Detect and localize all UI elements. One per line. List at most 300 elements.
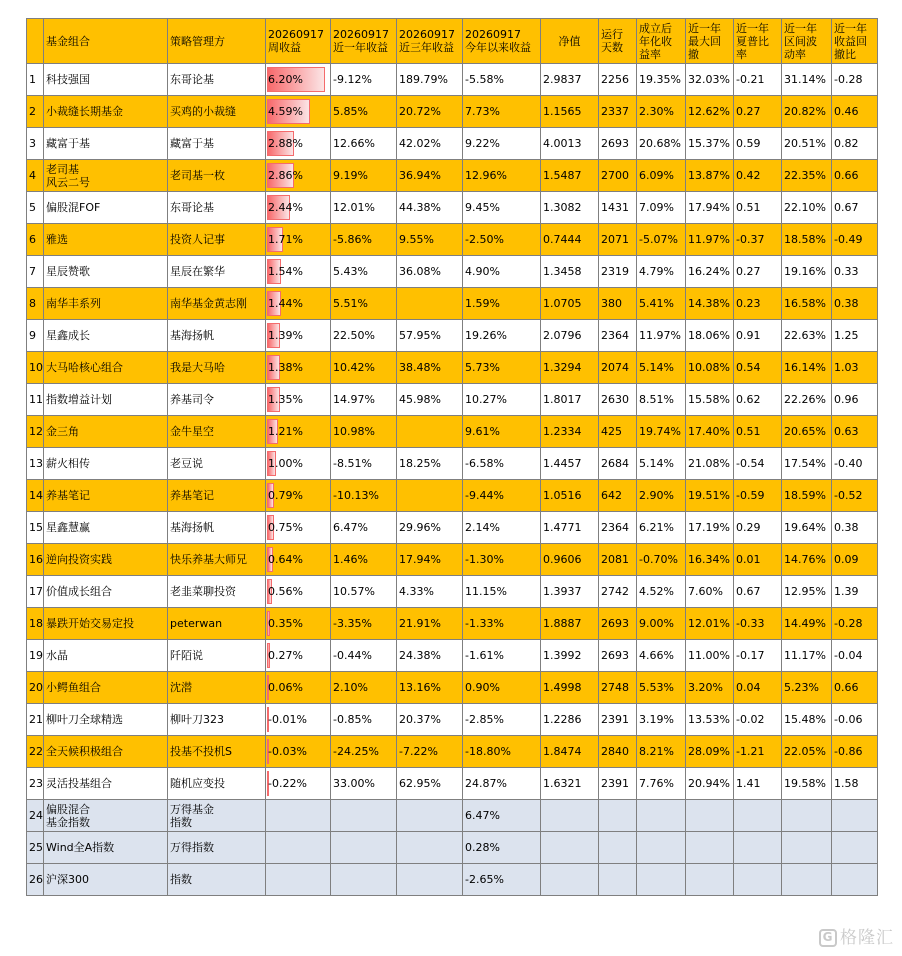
week-return-value: 0.06% bbox=[268, 681, 303, 694]
calmar-ratio: 0.67 bbox=[832, 192, 878, 224]
max-drawdown: 12.01% bbox=[686, 608, 734, 640]
header-max-drawdown: 近一年 最大回 撤 bbox=[686, 19, 734, 64]
return-1y: 33.00% bbox=[331, 768, 397, 800]
return-1y: -24.25% bbox=[331, 736, 397, 768]
return-1y: -0.44% bbox=[331, 640, 397, 672]
max-drawdown bbox=[686, 864, 734, 896]
sharpe-ratio: 0.67 bbox=[734, 576, 782, 608]
run-days: 2364 bbox=[599, 320, 637, 352]
week-return-value: 1.00% bbox=[268, 457, 303, 470]
volatility: 20.82% bbox=[782, 96, 832, 128]
calmar-ratio: 0.33 bbox=[832, 256, 878, 288]
fund-name: 藏富于基 bbox=[44, 128, 168, 160]
manager: 老豆说 bbox=[168, 448, 266, 480]
run-days: 2840 bbox=[599, 736, 637, 768]
sharpe-ratio: -0.33 bbox=[734, 608, 782, 640]
volatility: 20.51% bbox=[782, 128, 832, 160]
annualized-return: 5.53% bbox=[637, 672, 686, 704]
return-3y bbox=[397, 480, 463, 512]
week-return bbox=[266, 704, 331, 736]
table-row bbox=[27, 288, 878, 320]
row-index: 25 bbox=[27, 832, 44, 864]
sharpe-ratio: 0.62 bbox=[734, 384, 782, 416]
annualized-return bbox=[637, 800, 686, 832]
return-1y: 10.98% bbox=[331, 416, 397, 448]
week-return bbox=[266, 608, 331, 640]
manager: 柳叶刀323 bbox=[168, 704, 266, 736]
return-3y: 29.96% bbox=[397, 512, 463, 544]
calmar-ratio: 0.38 bbox=[832, 512, 878, 544]
nav bbox=[541, 832, 599, 864]
week-return-value: 1.39% bbox=[268, 329, 303, 342]
return-1y: 2.10% bbox=[331, 672, 397, 704]
run-days: 2364 bbox=[599, 512, 637, 544]
nav: 0.7444 bbox=[541, 224, 599, 256]
return-3y: 38.48% bbox=[397, 352, 463, 384]
run-days: 642 bbox=[599, 480, 637, 512]
nav: 2.9837 bbox=[541, 64, 599, 96]
week-return bbox=[266, 480, 331, 512]
return-1y: -8.51% bbox=[331, 448, 397, 480]
return-ytd: 24.87% bbox=[463, 768, 541, 800]
return-ytd: -1.61% bbox=[463, 640, 541, 672]
row-index: 7 bbox=[27, 256, 44, 288]
max-drawdown: 16.34% bbox=[686, 544, 734, 576]
return-ytd: 0.28% bbox=[463, 832, 541, 864]
return-3y: 45.98% bbox=[397, 384, 463, 416]
week-return bbox=[266, 256, 331, 288]
annualized-return: 5.41% bbox=[637, 288, 686, 320]
annualized-return: 2.30% bbox=[637, 96, 686, 128]
header-row bbox=[27, 19, 878, 64]
run-days: 1431 bbox=[599, 192, 637, 224]
max-drawdown bbox=[686, 800, 734, 832]
table-row bbox=[27, 128, 878, 160]
return-3y: 20.37% bbox=[397, 704, 463, 736]
nav: 1.2334 bbox=[541, 416, 599, 448]
index-row bbox=[27, 800, 878, 832]
header-fund-name: 基金组合 bbox=[44, 19, 168, 64]
return-1y bbox=[331, 800, 397, 832]
table-row bbox=[27, 96, 878, 128]
calmar-ratio: -0.86 bbox=[832, 736, 878, 768]
week-return bbox=[266, 224, 331, 256]
manager: 快乐养基大师兄 bbox=[168, 544, 266, 576]
return-1y: 12.01% bbox=[331, 192, 397, 224]
week-return bbox=[266, 320, 331, 352]
row-index: 20 bbox=[27, 672, 44, 704]
return-ytd: -2.65% bbox=[463, 864, 541, 896]
volatility: 12.95% bbox=[782, 576, 832, 608]
return-ytd: 4.90% bbox=[463, 256, 541, 288]
row-index: 21 bbox=[27, 704, 44, 736]
week-return bbox=[266, 832, 331, 864]
volatility: 20.65% bbox=[782, 416, 832, 448]
nav: 1.0705 bbox=[541, 288, 599, 320]
return-1y: 9.19% bbox=[331, 160, 397, 192]
logo-icon: G bbox=[819, 929, 837, 947]
calmar-ratio: -0.52 bbox=[832, 480, 878, 512]
volatility: 22.10% bbox=[782, 192, 832, 224]
fund-name: 指数增益计划 bbox=[44, 384, 168, 416]
week-return bbox=[266, 448, 331, 480]
return-1y: -0.85% bbox=[331, 704, 397, 736]
return-3y bbox=[397, 832, 463, 864]
sharpe-ratio: -0.54 bbox=[734, 448, 782, 480]
row-index: 8 bbox=[27, 288, 44, 320]
calmar-ratio: 0.66 bbox=[832, 160, 878, 192]
return-3y: 42.02% bbox=[397, 128, 463, 160]
return-3y: 62.95% bbox=[397, 768, 463, 800]
manager: 基海扬帆 bbox=[168, 512, 266, 544]
week-return bbox=[266, 64, 331, 96]
manager: 阡陌说 bbox=[168, 640, 266, 672]
fund-name: 灵活投基组合 bbox=[44, 768, 168, 800]
volatility: 18.59% bbox=[782, 480, 832, 512]
return-ytd: 10.27% bbox=[463, 384, 541, 416]
return-ytd: 9.45% bbox=[463, 192, 541, 224]
volatility: 22.05% bbox=[782, 736, 832, 768]
annualized-return bbox=[637, 864, 686, 896]
return-ytd: 0.90% bbox=[463, 672, 541, 704]
header-sharpe: 近一年 夏普比 率 bbox=[734, 19, 782, 64]
row-index: 3 bbox=[27, 128, 44, 160]
return-ytd: -18.80% bbox=[463, 736, 541, 768]
week-return bbox=[266, 640, 331, 672]
sharpe-ratio: 0.54 bbox=[734, 352, 782, 384]
max-drawdown: 10.08% bbox=[686, 352, 734, 384]
row-index: 2 bbox=[27, 96, 44, 128]
row-index: 19 bbox=[27, 640, 44, 672]
return-ytd: -5.58% bbox=[463, 64, 541, 96]
week-return-value: 0.79% bbox=[268, 489, 303, 502]
calmar-ratio: 0.09 bbox=[832, 544, 878, 576]
week-return-value: 1.38% bbox=[268, 361, 303, 374]
header-3y-return: 20260917 近三年收益 bbox=[397, 19, 463, 64]
annualized-return: 5.14% bbox=[637, 448, 686, 480]
row-index: 4 bbox=[27, 160, 44, 192]
nav: 1.0516 bbox=[541, 480, 599, 512]
max-drawdown: 14.38% bbox=[686, 288, 734, 320]
nav bbox=[541, 800, 599, 832]
nav: 1.8887 bbox=[541, 608, 599, 640]
calmar-ratio: 1.58 bbox=[832, 768, 878, 800]
return-3y: 13.16% bbox=[397, 672, 463, 704]
return-1y: 5.51% bbox=[331, 288, 397, 320]
volatility: 19.58% bbox=[782, 768, 832, 800]
calmar-ratio: 0.46 bbox=[832, 96, 878, 128]
run-days: 2391 bbox=[599, 768, 637, 800]
table-row bbox=[27, 160, 878, 192]
week-return-value: 0.64% bbox=[268, 553, 303, 566]
manager: 基海扬帆 bbox=[168, 320, 266, 352]
table-row bbox=[27, 384, 878, 416]
week-return bbox=[266, 800, 331, 832]
return-1y bbox=[331, 832, 397, 864]
return-ytd: 9.22% bbox=[463, 128, 541, 160]
week-return bbox=[266, 192, 331, 224]
return-3y: 18.25% bbox=[397, 448, 463, 480]
volatility: 19.16% bbox=[782, 256, 832, 288]
return-3y: 20.72% bbox=[397, 96, 463, 128]
week-return-value: 0.27% bbox=[268, 649, 303, 662]
run-days: 2074 bbox=[599, 352, 637, 384]
nav: 1.1565 bbox=[541, 96, 599, 128]
nav: 1.3082 bbox=[541, 192, 599, 224]
manager: 沈潜 bbox=[168, 672, 266, 704]
week-return bbox=[266, 864, 331, 896]
return-3y: 36.08% bbox=[397, 256, 463, 288]
run-days: 2693 bbox=[599, 608, 637, 640]
return-1y: -3.35% bbox=[331, 608, 397, 640]
sharpe-ratio: 0.51 bbox=[734, 192, 782, 224]
manager: 星辰在繁华 bbox=[168, 256, 266, 288]
volatility: 19.64% bbox=[782, 512, 832, 544]
calmar-ratio: -0.28 bbox=[832, 608, 878, 640]
volatility: 16.58% bbox=[782, 288, 832, 320]
table-row bbox=[27, 448, 878, 480]
fund-name: 逆向投资实践 bbox=[44, 544, 168, 576]
index-row bbox=[27, 864, 878, 896]
return-1y: 10.57% bbox=[331, 576, 397, 608]
week-return bbox=[266, 512, 331, 544]
annualized-return bbox=[637, 832, 686, 864]
watermark-text: 格隆汇 bbox=[840, 928, 894, 948]
run-days: 2693 bbox=[599, 640, 637, 672]
return-3y: 21.91% bbox=[397, 608, 463, 640]
sharpe-ratio bbox=[734, 864, 782, 896]
nav: 1.2286 bbox=[541, 704, 599, 736]
row-index: 12 bbox=[27, 416, 44, 448]
sharpe-ratio: -0.37 bbox=[734, 224, 782, 256]
week-return bbox=[266, 96, 331, 128]
fund-name: 金三角 bbox=[44, 416, 168, 448]
volatility bbox=[782, 800, 832, 832]
week-return bbox=[266, 160, 331, 192]
row-index: 10 bbox=[27, 352, 44, 384]
calmar-ratio bbox=[832, 800, 878, 832]
manager: 投资人记事 bbox=[168, 224, 266, 256]
max-drawdown: 15.37% bbox=[686, 128, 734, 160]
return-ytd: -2.50% bbox=[463, 224, 541, 256]
manager: 养基笔记 bbox=[168, 480, 266, 512]
max-drawdown: 13.87% bbox=[686, 160, 734, 192]
row-index: 5 bbox=[27, 192, 44, 224]
nav: 1.4457 bbox=[541, 448, 599, 480]
volatility: 14.76% bbox=[782, 544, 832, 576]
table-row bbox=[27, 416, 878, 448]
calmar-ratio: 0.66 bbox=[832, 672, 878, 704]
row-index: 16 bbox=[27, 544, 44, 576]
manager: 万得指数 bbox=[168, 832, 266, 864]
table-body bbox=[27, 64, 878, 896]
annualized-return: 5.14% bbox=[637, 352, 686, 384]
annualized-return: 19.35% bbox=[637, 64, 686, 96]
return-3y: 4.33% bbox=[397, 576, 463, 608]
fund-name: 星鑫成长 bbox=[44, 320, 168, 352]
sharpe-ratio: 0.27 bbox=[734, 256, 782, 288]
sharpe-ratio: 1.41 bbox=[734, 768, 782, 800]
fund-name: 雅选 bbox=[44, 224, 168, 256]
return-3y: -7.22% bbox=[397, 736, 463, 768]
calmar-ratio: -0.49 bbox=[832, 224, 878, 256]
week-return-value: -0.22% bbox=[268, 777, 307, 790]
annualized-return: 19.74% bbox=[637, 416, 686, 448]
max-drawdown: 16.24% bbox=[686, 256, 734, 288]
max-drawdown: 17.94% bbox=[686, 192, 734, 224]
volatility bbox=[782, 832, 832, 864]
week-return-value: -0.01% bbox=[268, 713, 307, 726]
table-row bbox=[27, 192, 878, 224]
week-return-value: 2.44% bbox=[268, 201, 303, 214]
volatility bbox=[782, 864, 832, 896]
calmar-ratio: -0.06 bbox=[832, 704, 878, 736]
calmar-ratio: 0.96 bbox=[832, 384, 878, 416]
return-ytd: -2.85% bbox=[463, 704, 541, 736]
week-return bbox=[266, 736, 331, 768]
annualized-return: 7.76% bbox=[637, 768, 686, 800]
table-row bbox=[27, 320, 878, 352]
sharpe-ratio: 0.42 bbox=[734, 160, 782, 192]
calmar-ratio: -0.28 bbox=[832, 64, 878, 96]
fund-name: 大马哈核心组合 bbox=[44, 352, 168, 384]
fund-name: 养基笔记 bbox=[44, 480, 168, 512]
week-return-value: 2.88% bbox=[268, 137, 303, 150]
table-row bbox=[27, 672, 878, 704]
annualized-return: 9.00% bbox=[637, 608, 686, 640]
max-drawdown: 21.08% bbox=[686, 448, 734, 480]
annualized-return: 20.68% bbox=[637, 128, 686, 160]
fund-name: 价值成长组合 bbox=[44, 576, 168, 608]
week-return-value: 1.71% bbox=[268, 233, 303, 246]
return-ytd: 1.59% bbox=[463, 288, 541, 320]
week-return-value: 4.59% bbox=[268, 105, 303, 118]
table-row bbox=[27, 544, 878, 576]
return-3y bbox=[397, 864, 463, 896]
max-drawdown: 32.03% bbox=[686, 64, 734, 96]
return-1y: 22.50% bbox=[331, 320, 397, 352]
watermark bbox=[819, 923, 894, 948]
manager: 老韭菜聊投资 bbox=[168, 576, 266, 608]
week-return-value: 1.21% bbox=[268, 425, 303, 438]
row-index: 6 bbox=[27, 224, 44, 256]
return-ytd: -1.33% bbox=[463, 608, 541, 640]
annualized-return: 3.19% bbox=[637, 704, 686, 736]
annualized-return: 8.51% bbox=[637, 384, 686, 416]
volatility: 18.58% bbox=[782, 224, 832, 256]
annualized-return: 7.09% bbox=[637, 192, 686, 224]
header-index bbox=[27, 19, 44, 64]
volatility: 22.63% bbox=[782, 320, 832, 352]
header-manager: 策略管理方 bbox=[168, 19, 266, 64]
header-annualized: 成立后 年化收 益率 bbox=[637, 19, 686, 64]
annualized-return: 8.21% bbox=[637, 736, 686, 768]
calmar-ratio: 0.82 bbox=[832, 128, 878, 160]
volatility: 15.48% bbox=[782, 704, 832, 736]
sharpe-ratio: 0.27 bbox=[734, 96, 782, 128]
sharpe-ratio: 0.04 bbox=[734, 672, 782, 704]
row-index: 15 bbox=[27, 512, 44, 544]
week-return bbox=[266, 288, 331, 320]
run-days: 2256 bbox=[599, 64, 637, 96]
return-3y bbox=[397, 800, 463, 832]
table-row bbox=[27, 608, 878, 640]
max-drawdown: 11.00% bbox=[686, 640, 734, 672]
max-drawdown: 3.20% bbox=[686, 672, 734, 704]
nav: 2.0796 bbox=[541, 320, 599, 352]
run-days: 2684 bbox=[599, 448, 637, 480]
fund-name: 小鳄鱼组合 bbox=[44, 672, 168, 704]
return-ytd: 19.26% bbox=[463, 320, 541, 352]
fund-name: 水晶 bbox=[44, 640, 168, 672]
sharpe-ratio: 0.01 bbox=[734, 544, 782, 576]
table-row bbox=[27, 64, 878, 96]
week-return-value: 0.75% bbox=[268, 521, 303, 534]
week-return bbox=[266, 416, 331, 448]
return-1y: 5.43% bbox=[331, 256, 397, 288]
run-days: 2742 bbox=[599, 576, 637, 608]
run-days: 380 bbox=[599, 288, 637, 320]
week-return bbox=[266, 768, 331, 800]
manager: 投基不投机S bbox=[168, 736, 266, 768]
manager: 老司基一枚 bbox=[168, 160, 266, 192]
max-drawdown: 13.53% bbox=[686, 704, 734, 736]
week-return-value: 1.54% bbox=[268, 265, 303, 278]
fund-name: 薪火相传 bbox=[44, 448, 168, 480]
run-days: 2337 bbox=[599, 96, 637, 128]
week-return-value: 2.86% bbox=[268, 169, 303, 182]
run-days: 2071 bbox=[599, 224, 637, 256]
manager: 南华基金黄志刚 bbox=[168, 288, 266, 320]
fund-ranking-table bbox=[26, 18, 878, 896]
nav: 4.0013 bbox=[541, 128, 599, 160]
sharpe-ratio: -0.59 bbox=[734, 480, 782, 512]
table-row bbox=[27, 480, 878, 512]
calmar-ratio: -0.04 bbox=[832, 640, 878, 672]
run-days: 2319 bbox=[599, 256, 637, 288]
return-3y bbox=[397, 416, 463, 448]
return-ytd: -9.44% bbox=[463, 480, 541, 512]
calmar-ratio bbox=[832, 832, 878, 864]
max-drawdown: 12.62% bbox=[686, 96, 734, 128]
week-return bbox=[266, 128, 331, 160]
fund-name: 南华丰系列 bbox=[44, 288, 168, 320]
return-ytd: 11.15% bbox=[463, 576, 541, 608]
annualized-return: 11.97% bbox=[637, 320, 686, 352]
return-1y: 5.85% bbox=[331, 96, 397, 128]
return-1y: 14.97% bbox=[331, 384, 397, 416]
calmar-ratio bbox=[832, 864, 878, 896]
sharpe-ratio: -0.17 bbox=[734, 640, 782, 672]
fund-name: 小裁缝长期基金 bbox=[44, 96, 168, 128]
return-1y: 10.42% bbox=[331, 352, 397, 384]
manager: 金牛星空 bbox=[168, 416, 266, 448]
volatility: 16.14% bbox=[782, 352, 832, 384]
week-return-value: -0.03% bbox=[268, 745, 307, 758]
max-drawdown: 15.58% bbox=[686, 384, 734, 416]
run-days: 2081 bbox=[599, 544, 637, 576]
row-index: 17 bbox=[27, 576, 44, 608]
annualized-return: 4.66% bbox=[637, 640, 686, 672]
row-index: 1 bbox=[27, 64, 44, 96]
fund-name: 沪深300 bbox=[44, 864, 168, 896]
annualized-return: 4.52% bbox=[637, 576, 686, 608]
header-week-return: 20260917 周收益 bbox=[266, 19, 331, 64]
sharpe-ratio bbox=[734, 800, 782, 832]
sharpe-ratio: -0.02 bbox=[734, 704, 782, 736]
return-ytd: 6.47% bbox=[463, 800, 541, 832]
nav: 1.3458 bbox=[541, 256, 599, 288]
